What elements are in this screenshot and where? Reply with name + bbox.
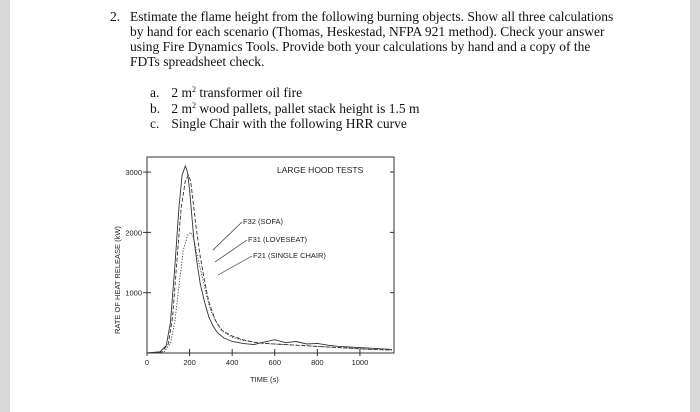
question-number: 2. <box>110 9 121 24</box>
item-superscript: 2 <box>192 85 197 94</box>
y-tick-label: 3000 <box>125 168 142 178</box>
item-text: wood pallets, pallet stack height is 1.5 m <box>196 100 420 116</box>
x-tick-label: 400 <box>225 358 239 367</box>
x-axis-label: TIME (s) <box>250 375 279 384</box>
legend-label-loveseat: F31 (LOVESEAT) <box>248 235 308 244</box>
y-axis-label: RATE OF HEAT RELEASE (kW) <box>113 226 122 334</box>
item-text: 2 m <box>171 100 193 116</box>
question-line: by hand for each scenario (Thomas, Heskestad, NFPA 921 method). Check your answer <box>130 24 605 39</box>
item-text: 2 m <box>171 85 193 100</box>
question-line: Estimate the flame height from the following burning objects. Show all three calculations <box>130 9 614 24</box>
legend-label-single-chair: F21 (SINGLE CHAIR) <box>253 251 326 260</box>
question-line: FDTs spreadsheet check. <box>130 54 265 69</box>
item-label: a. <box>150 85 160 100</box>
series-line-2 <box>147 175 392 353</box>
chart-title: LARGE HOOD TESTS <box>277 165 364 175</box>
x-tick-label: 1000 <box>351 358 369 367</box>
x-tick-label: 0 <box>144 358 150 367</box>
y-tick-label: 1000 <box>125 288 142 298</box>
item-label: c. <box>150 116 160 131</box>
item-label: b. <box>150 100 161 116</box>
x-tick-label: 200 <box>183 358 196 367</box>
item-text: transformer oil fire <box>196 85 303 100</box>
item-superscript: 2 <box>192 100 197 110</box>
tick-group <box>125 168 394 367</box>
x-tick-label: 600 <box>268 358 282 367</box>
x-tick-label: 800 <box>311 358 324 367</box>
y-tick-label: 2000 <box>125 228 142 238</box>
legend-label-sofa: F32 (SOFA) <box>243 217 284 226</box>
item-text: Single Chair with the following HRR curve <box>171 116 407 131</box>
legend-leader-single-chair <box>218 256 252 275</box>
legend-leader-sofa <box>213 222 242 250</box>
question-line: using Fire Dynamics Tools. Provide both your calculations by hand and a copy of the <box>130 39 591 54</box>
